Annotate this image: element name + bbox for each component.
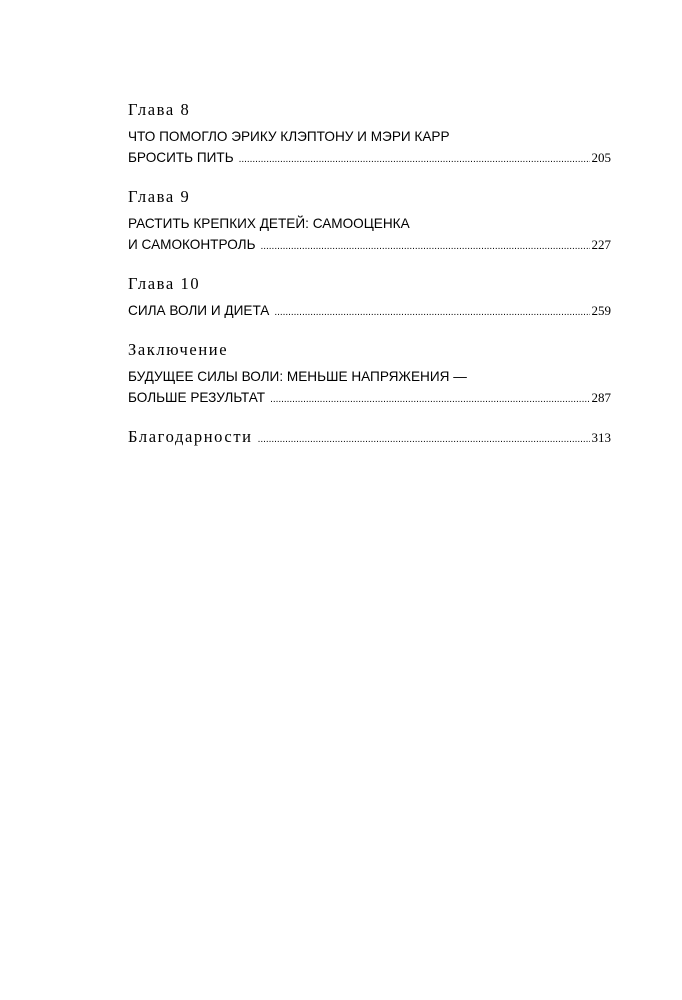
toc-entry-chapter-8 [128, 100, 611, 168]
dot-leader [261, 242, 590, 252]
chapter-title-line: БУДУЩЕЕ СИЛЫ ВОЛИ: МЕНЬШЕ НАПРЯЖЕНИЯ — [128, 369, 467, 384]
chapter-label: Глава 8 [128, 100, 191, 119]
chapter-title-line: РАСТИТЬ КРЕПКИХ ДЕТЕЙ: САМООЦЕНКА [128, 216, 410, 231]
toc-entry-acknowledgements [128, 427, 611, 447]
toc-entry-conclusion [128, 340, 611, 408]
chapter-label: Глава 10 [128, 274, 201, 293]
dot-leader [270, 395, 589, 405]
page-number: 313 [591, 430, 611, 445]
acknowledgements-label: Благодарности [128, 427, 253, 446]
chapter-title-last-line [128, 234, 611, 255]
dot-leader [239, 155, 590, 165]
chapter-title-line: И САМОКОНТРОЛЬ [128, 237, 256, 252]
chapter-label: Заключение [128, 340, 229, 359]
dot-leader [274, 308, 589, 318]
chapter-title-line: БРОСИТЬ ПИТЬ [128, 150, 234, 165]
page-number: 227 [591, 237, 611, 252]
page-number: 287 [591, 390, 611, 405]
page-number: 259 [591, 303, 611, 318]
chapter-label: Глава 9 [128, 187, 191, 206]
page-number: 205 [591, 150, 611, 165]
toc-entry-chapter-10 [128, 274, 611, 321]
chapter-title-last-line [128, 147, 611, 168]
table-of-contents [128, 100, 611, 447]
dot-leader [258, 435, 590, 445]
chapter-title-line: БОЛЬШЕ РЕЗУЛЬТАТ [128, 390, 266, 405]
chapter-title-last-line [128, 387, 611, 408]
chapter-title-line: ЧТО ПОМОГЛО ЭРИКУ КЛЭПТОНУ И МЭРИ КАРР [128, 129, 450, 144]
chapter-title-last-line [128, 300, 611, 321]
toc-entry-chapter-9 [128, 187, 611, 255]
chapter-title-line: СИЛА ВОЛИ И ДИЕТА [128, 303, 270, 318]
